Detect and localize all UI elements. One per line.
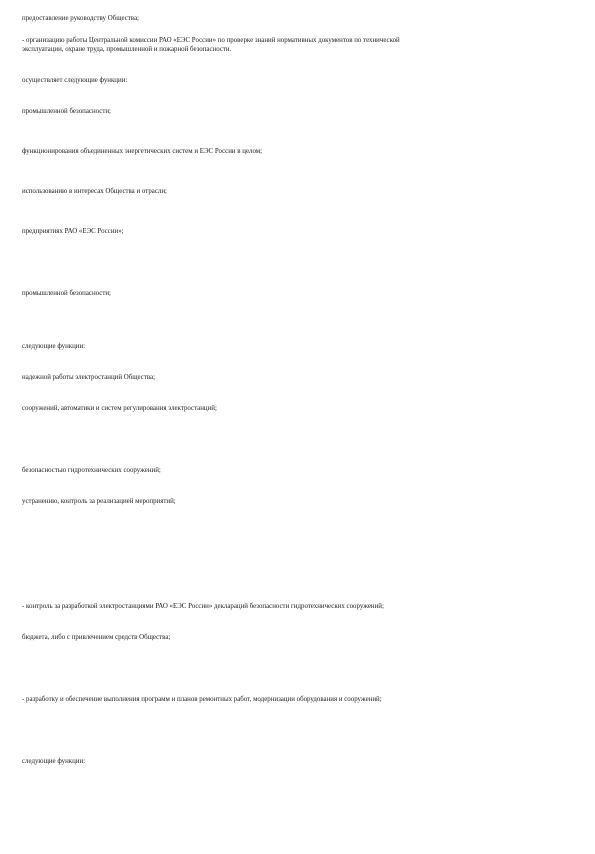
text-line xyxy=(22,138,577,147)
paragraph xyxy=(22,488,577,506)
paragraph xyxy=(22,311,577,320)
text-line xyxy=(22,832,577,841)
text-line xyxy=(22,169,577,178)
text-line xyxy=(22,624,577,633)
text-line: безопасностью гидротехнических сооружений; xyxy=(22,466,161,474)
paragraph xyxy=(22,624,577,642)
paragraph xyxy=(22,98,577,116)
paragraph xyxy=(22,67,577,85)
text-line: следующие функции: xyxy=(22,343,86,351)
document-body xyxy=(22,14,577,841)
text-line xyxy=(22,435,577,444)
text-line: - разработку и обеспечение выполнения программ и планов ремонтных работ, модернизации оборудования и сооружений; xyxy=(22,696,382,704)
text-line xyxy=(22,67,577,76)
paragraph xyxy=(22,581,577,590)
text-line xyxy=(22,426,577,435)
paragraph xyxy=(22,779,577,797)
text-line xyxy=(22,457,577,466)
text-line xyxy=(22,395,577,404)
text-line xyxy=(22,258,577,267)
text-line: устранению, контроль за реализацией мероприятий; xyxy=(22,497,176,505)
paragraph xyxy=(22,36,577,54)
text-line xyxy=(22,249,577,258)
text-line xyxy=(22,519,577,528)
text-line: предоставление руководству Общества; xyxy=(22,15,139,22)
paragraph xyxy=(22,695,577,704)
paragraph xyxy=(22,519,577,547)
text-line xyxy=(22,537,577,546)
paragraph xyxy=(22,169,577,197)
text-line xyxy=(22,98,577,107)
document-page xyxy=(22,14,577,854)
text-line: функционирования объединенных энергетических систем и ЕЭС России в целом; xyxy=(22,148,263,156)
paragraph xyxy=(22,280,577,298)
text-line xyxy=(22,129,577,138)
paragraph xyxy=(22,602,577,611)
text-line: надежной работы электростанций Общества; xyxy=(22,374,155,382)
text-line xyxy=(22,717,577,726)
text-line xyxy=(22,178,577,187)
text-line: промышленной безопасности; xyxy=(22,107,111,115)
text-line: промышленной безопасности; xyxy=(22,290,111,298)
paragraph xyxy=(22,457,577,475)
text-line xyxy=(22,655,577,664)
paragraph xyxy=(22,14,577,23)
paragraph xyxy=(22,655,577,683)
paragraph xyxy=(22,364,577,382)
text-line: использованию в интересах Общества и отрасли; xyxy=(22,188,167,196)
text-line: следующие функции: xyxy=(22,758,86,766)
paragraph xyxy=(22,748,577,766)
text-line: предприятиях РАО «ЕЭС России»; xyxy=(22,228,124,236)
text-line: сооружений, автоматики и систем регулирования электростанций; xyxy=(22,405,217,412)
text-line: - организацию работы Центральной комиссии РАО «ЕЭС России» по проверке знаний нормативных документов по технической xyxy=(22,36,400,44)
paragraph xyxy=(22,832,577,841)
text-line xyxy=(22,779,577,788)
paragraph xyxy=(22,249,577,267)
text-line xyxy=(22,788,577,797)
paragraph xyxy=(22,559,577,568)
text-line: - контроль за разработкой электростанциями РАО «ЕЭС России» деклараций безопасности гидротехнических сооружений; xyxy=(22,603,384,611)
text-line xyxy=(22,488,577,497)
text-line xyxy=(22,581,577,590)
text-line xyxy=(22,364,577,373)
text-line xyxy=(22,218,577,227)
text-line xyxy=(22,748,577,757)
paragraph xyxy=(22,129,577,157)
text-line xyxy=(22,559,577,568)
paragraph xyxy=(22,209,577,237)
text-line: эксплуатации, охране труда, промышленной и пожарной безопасности. xyxy=(22,45,232,53)
paragraph xyxy=(22,810,577,819)
text-line xyxy=(22,810,577,819)
text-line: бюджета, либо с привлечением средств Общества; xyxy=(22,634,171,642)
text-line xyxy=(22,209,577,218)
text-line xyxy=(22,726,577,735)
text-line xyxy=(22,280,577,289)
paragraph xyxy=(22,333,577,351)
text-line xyxy=(22,674,577,683)
text-line xyxy=(22,664,577,673)
text-line xyxy=(22,528,577,537)
text-line xyxy=(22,311,577,320)
paragraph xyxy=(22,717,577,735)
text-line xyxy=(22,333,577,342)
paragraph xyxy=(22,426,577,444)
paragraph xyxy=(22,395,577,413)
text-line: осуществляет следующие функции: xyxy=(22,76,128,84)
